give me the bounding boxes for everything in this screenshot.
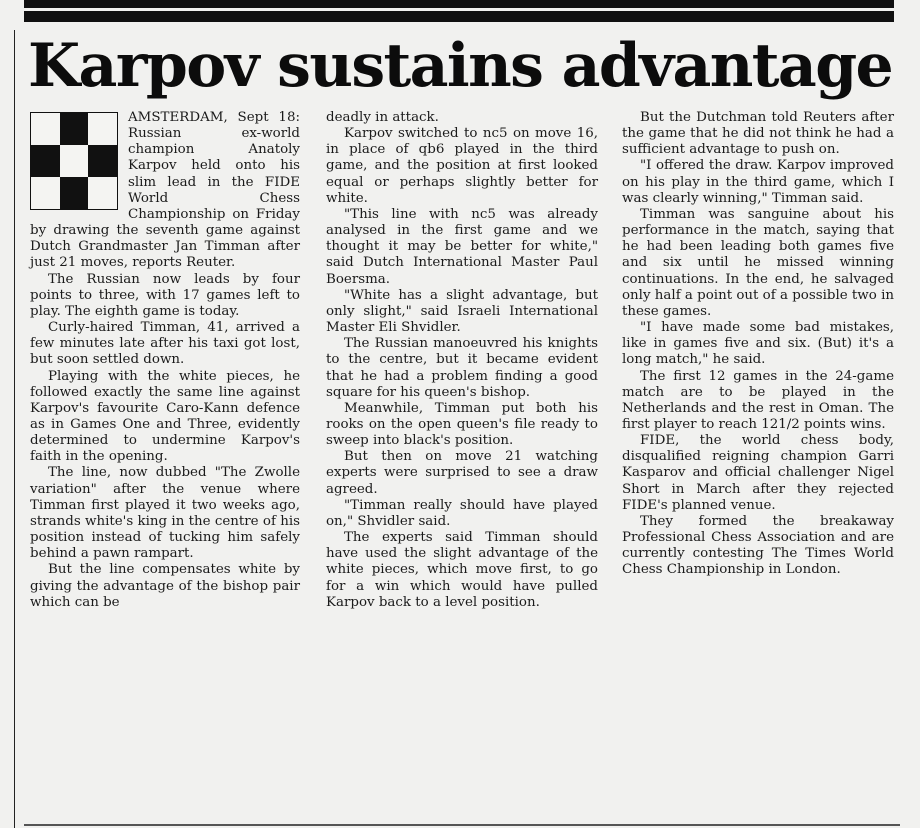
paragraph: "I have made some bad mistakes, like in games five and six. (But) it's a long match," he said. — [622, 320, 894, 368]
paragraph: Curly-haired Timman, 41, arrived a few minutes late after his taxi got lost, but soon settled down. — [30, 320, 300, 368]
paragraph: The line, now dubbed "The Zwolle variation" after the venue where Timman first played it two weeks ago, strands white's king in the centre of his position instead of tucking him safely behind a pawn rampart. — [30, 465, 300, 562]
article-column-3 — [622, 110, 894, 579]
chessboard-icon — [30, 112, 118, 210]
bottom-rule — [24, 824, 900, 826]
paragraph: Meanwhile, Timman put both his rooks on the open queen's file ready to sweep into black's position. — [326, 400, 598, 449]
paragraph: "White has a slight advantage, but only slight," said Israeli International Master Eli Shvidler. — [326, 287, 598, 336]
top-rule — [24, 0, 894, 22]
paragraph: deadly in attack. — [326, 110, 439, 125]
paragraph: "I offered the draw. Karpov improved on his play in the third game, which I was clearly winning," Timman said. — [622, 158, 894, 206]
paragraph: Playing with the white pieces, he followed exactly the same line against Karpov's favourite Caro-Kann defence as in Games One and Three, evidently determined to undermine Karpov's faith in the opening. — [30, 368, 300, 465]
paragraph: FIDE, the world chess body, disqualified reigning champion Garri Kasparov and official challenger Nigel Short in March after they rejected FIDE's planned venue. — [622, 433, 894, 513]
paragraph: AMSTERDAM, Sept 18: Russian ex-world champion Anatoly Karpov held onto his slim lead in the FIDE World Chess Championship on Friday by drawing the seventh game against Dutch Grandmaster Jan Timman after just 21 moves, reports Reuter. — [30, 110, 300, 271]
paragraph: But the Dutchman told Reuters after the game that he did not think he had a sufficient advantage to push on. — [622, 110, 894, 158]
paragraph: "This line with nc5 was already analysed in the first game and we thought it may be better for white," said Dutch International Master Paul Boersma. — [326, 206, 598, 287]
article-column-1 — [30, 110, 300, 611]
paragraph: They formed the breakaway Professional Chess Association and are currently contesting The Times World Chess Championship in London. — [622, 513, 894, 578]
paragraph: "Timman really should have played on," Shvidler said. — [326, 497, 598, 529]
headline: Karpov sustains advantage — [28, 31, 893, 101]
paragraph: The first 12 games in the 24-game match are to be played in the Netherlands and the rest in Oman. The first player to reach 121/2 points wins. — [622, 368, 894, 432]
paragraph: Karpov switched to nc5 on move 16, in place of qb6 played in the third game, and the position at first looked equal or perhaps slightly better for white. — [326, 126, 598, 206]
article-column-2 — [326, 110, 598, 611]
paragraph: The Russian now leads by four points to three, with 17 games left to play. The eighth game is today. — [30, 271, 300, 319]
article-body — [30, 110, 898, 814]
column-rule — [14, 30, 15, 828]
paragraph: Timman was sanguine about his performance in the match, saying that he had been leading both games five and six until he missed winning continuations. In the end, he salvaged only half a point out of a possible two in these games. — [622, 206, 894, 319]
paragraph: But the line compensates white by giving the advantage of the bishop pair which can be — [30, 562, 300, 610]
paragraph: But then on move 21 watching experts were surprised to see a draw agreed. — [326, 449, 598, 497]
paragraph: The experts said Timman should have used the slight advantage of the white pieces, which move first, to go for a win which would have pulled Karpov back to a level position. — [326, 530, 598, 610]
paragraph: The Russian manoeuvred his knights to the centre, but it became evident that he had a problem finding a good square for his queen's bishop. — [326, 336, 598, 400]
